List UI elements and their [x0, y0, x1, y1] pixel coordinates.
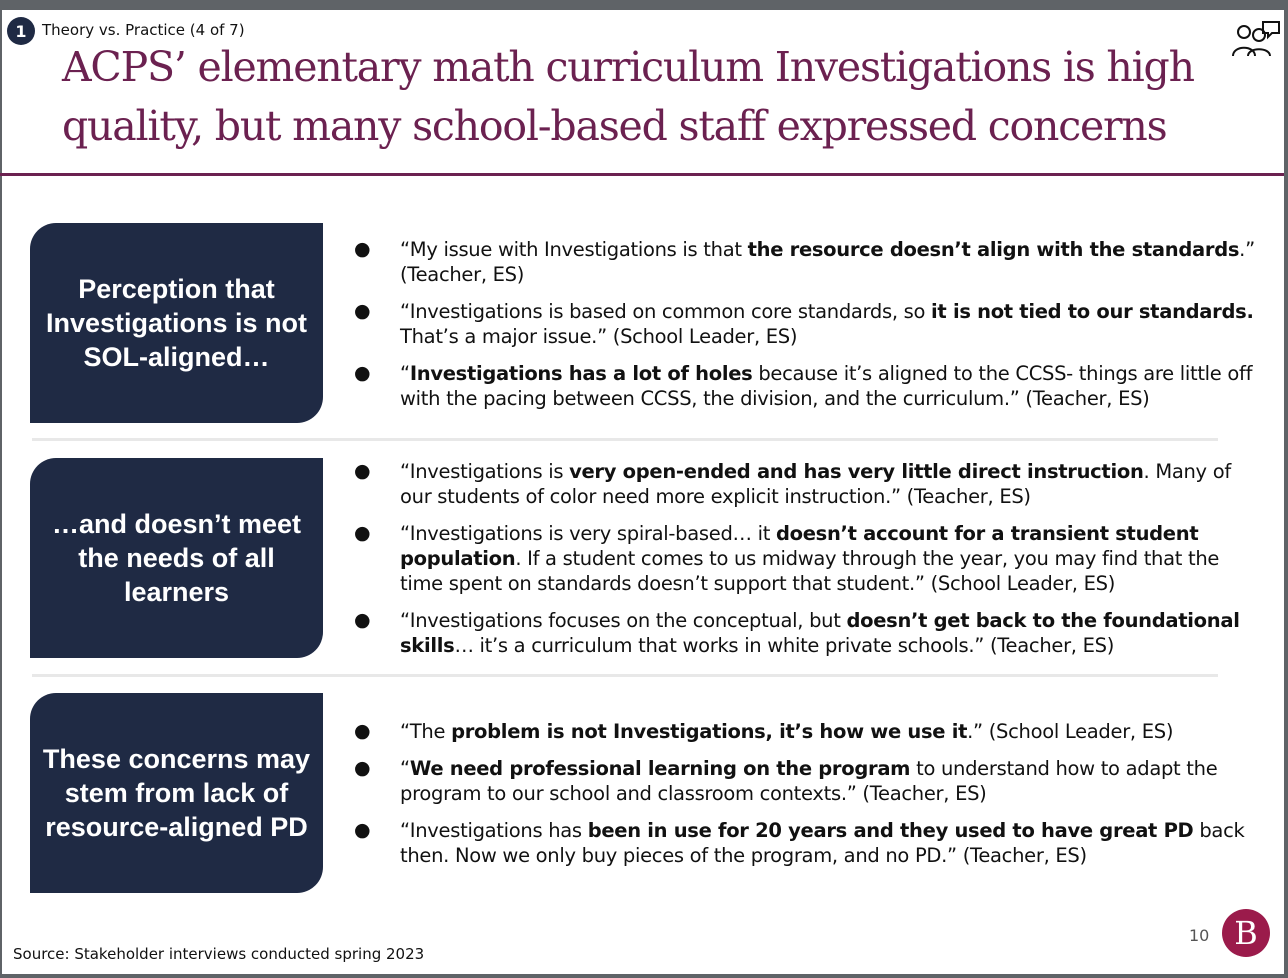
quote-item: ● “Investigations is very spiral-based… it doesn’t account for a transient student population. If a student comes to us midway through the year, you may find that the time spent on standards doesn’t support that student.” (School Leader, ES) — [354, 522, 1220, 595]
window-frame-top — [0, 0, 1288, 10]
bullet-icon: ● — [354, 300, 371, 322]
title-line-1: ACPS’ elementary math curriculum Investigations is high — [62, 43, 1194, 91]
bullet-icon: ● — [354, 238, 371, 260]
title-line-2: quality, but many school-based staff expressed concerns — [62, 102, 1167, 150]
quote-item: ● “We need professional learning on the program to understand how to adapt the program to our school and classroom contexts.” (Teacher, ES) — [354, 757, 1218, 805]
quote-item: ● “My issue with Investigations is that the resource doesn’t align with the standards.” (Teacher, ES) — [354, 238, 1255, 286]
source-note: Source: Stakeholder interviews conducted spring 2023 — [13, 945, 425, 963]
quote-list-sol-aligned — [354, 237, 1264, 423]
quote-item: ● “Investigations focuses on the conceptual, but doesn’t get back to the foundational skills… it’s a curriculum that works in white private schools.” (Teacher, ES) — [354, 609, 1240, 657]
section-number-badge: 1 — [7, 17, 35, 45]
section-label: Theory vs. Practice (4 of 7) — [42, 21, 245, 39]
block-label-sol-aligned: Perception that Investigations is not SOL-aligned… — [30, 223, 323, 423]
quote-item: ● “The problem is not Investigations, it’s how we use it.” (School Leader, ES) — [354, 720, 1174, 743]
bullet-icon: ● — [354, 460, 371, 482]
bullet-icon: ● — [354, 609, 371, 631]
quote-list-resource-pd — [354, 719, 1264, 880]
section-divider — [32, 438, 1218, 441]
bullet-icon: ● — [354, 522, 371, 544]
window-frame-bottom — [0, 974, 1288, 978]
section-divider — [32, 674, 1218, 677]
bullet-icon: ● — [354, 362, 371, 384]
title-underline — [0, 173, 1284, 176]
quote-item: ● “Investigations has been in use for 20 years and they used to have great PD back then. Now we only buy pieces of the program, and no PD.” (Teacher, ES) — [354, 819, 1245, 867]
bullet-icon: ● — [354, 757, 371, 779]
block-label-resource-pd: These concerns may stem from lack of resource-aligned PD — [30, 693, 323, 893]
people-discussion-icon — [1230, 20, 1280, 58]
bullet-icon: ● — [354, 720, 371, 742]
page-number: 10 — [1189, 926, 1210, 945]
block-label-all-learners: …and doesn’t meet the needs of all learners — [30, 458, 323, 658]
bullet-icon: ● — [354, 819, 371, 841]
window-frame-left — [0, 0, 2, 978]
quote-item: ● “Investigations has a lot of holes because it’s aligned to the CCSS- things are little off with the pacing between CCSS, the division, and the curriculum.” (Teacher, ES) — [354, 362, 1253, 410]
quote-list-all-learners — [354, 459, 1264, 670]
slide-title — [62, 38, 1212, 156]
quote-item: ● “Investigations is based on common core standards, so it is not tied to our standards. That’s a major issue.” (School Leader, ES) — [354, 300, 1254, 348]
window-frame-right — [1284, 0, 1288, 978]
quote-item: ● “Investigations is very open-ended and has very little direct instruction. Many of our students of color need more explicit instruction.” (Teacher, ES) — [354, 460, 1231, 508]
brand-logo-icon: B — [1222, 909, 1270, 957]
